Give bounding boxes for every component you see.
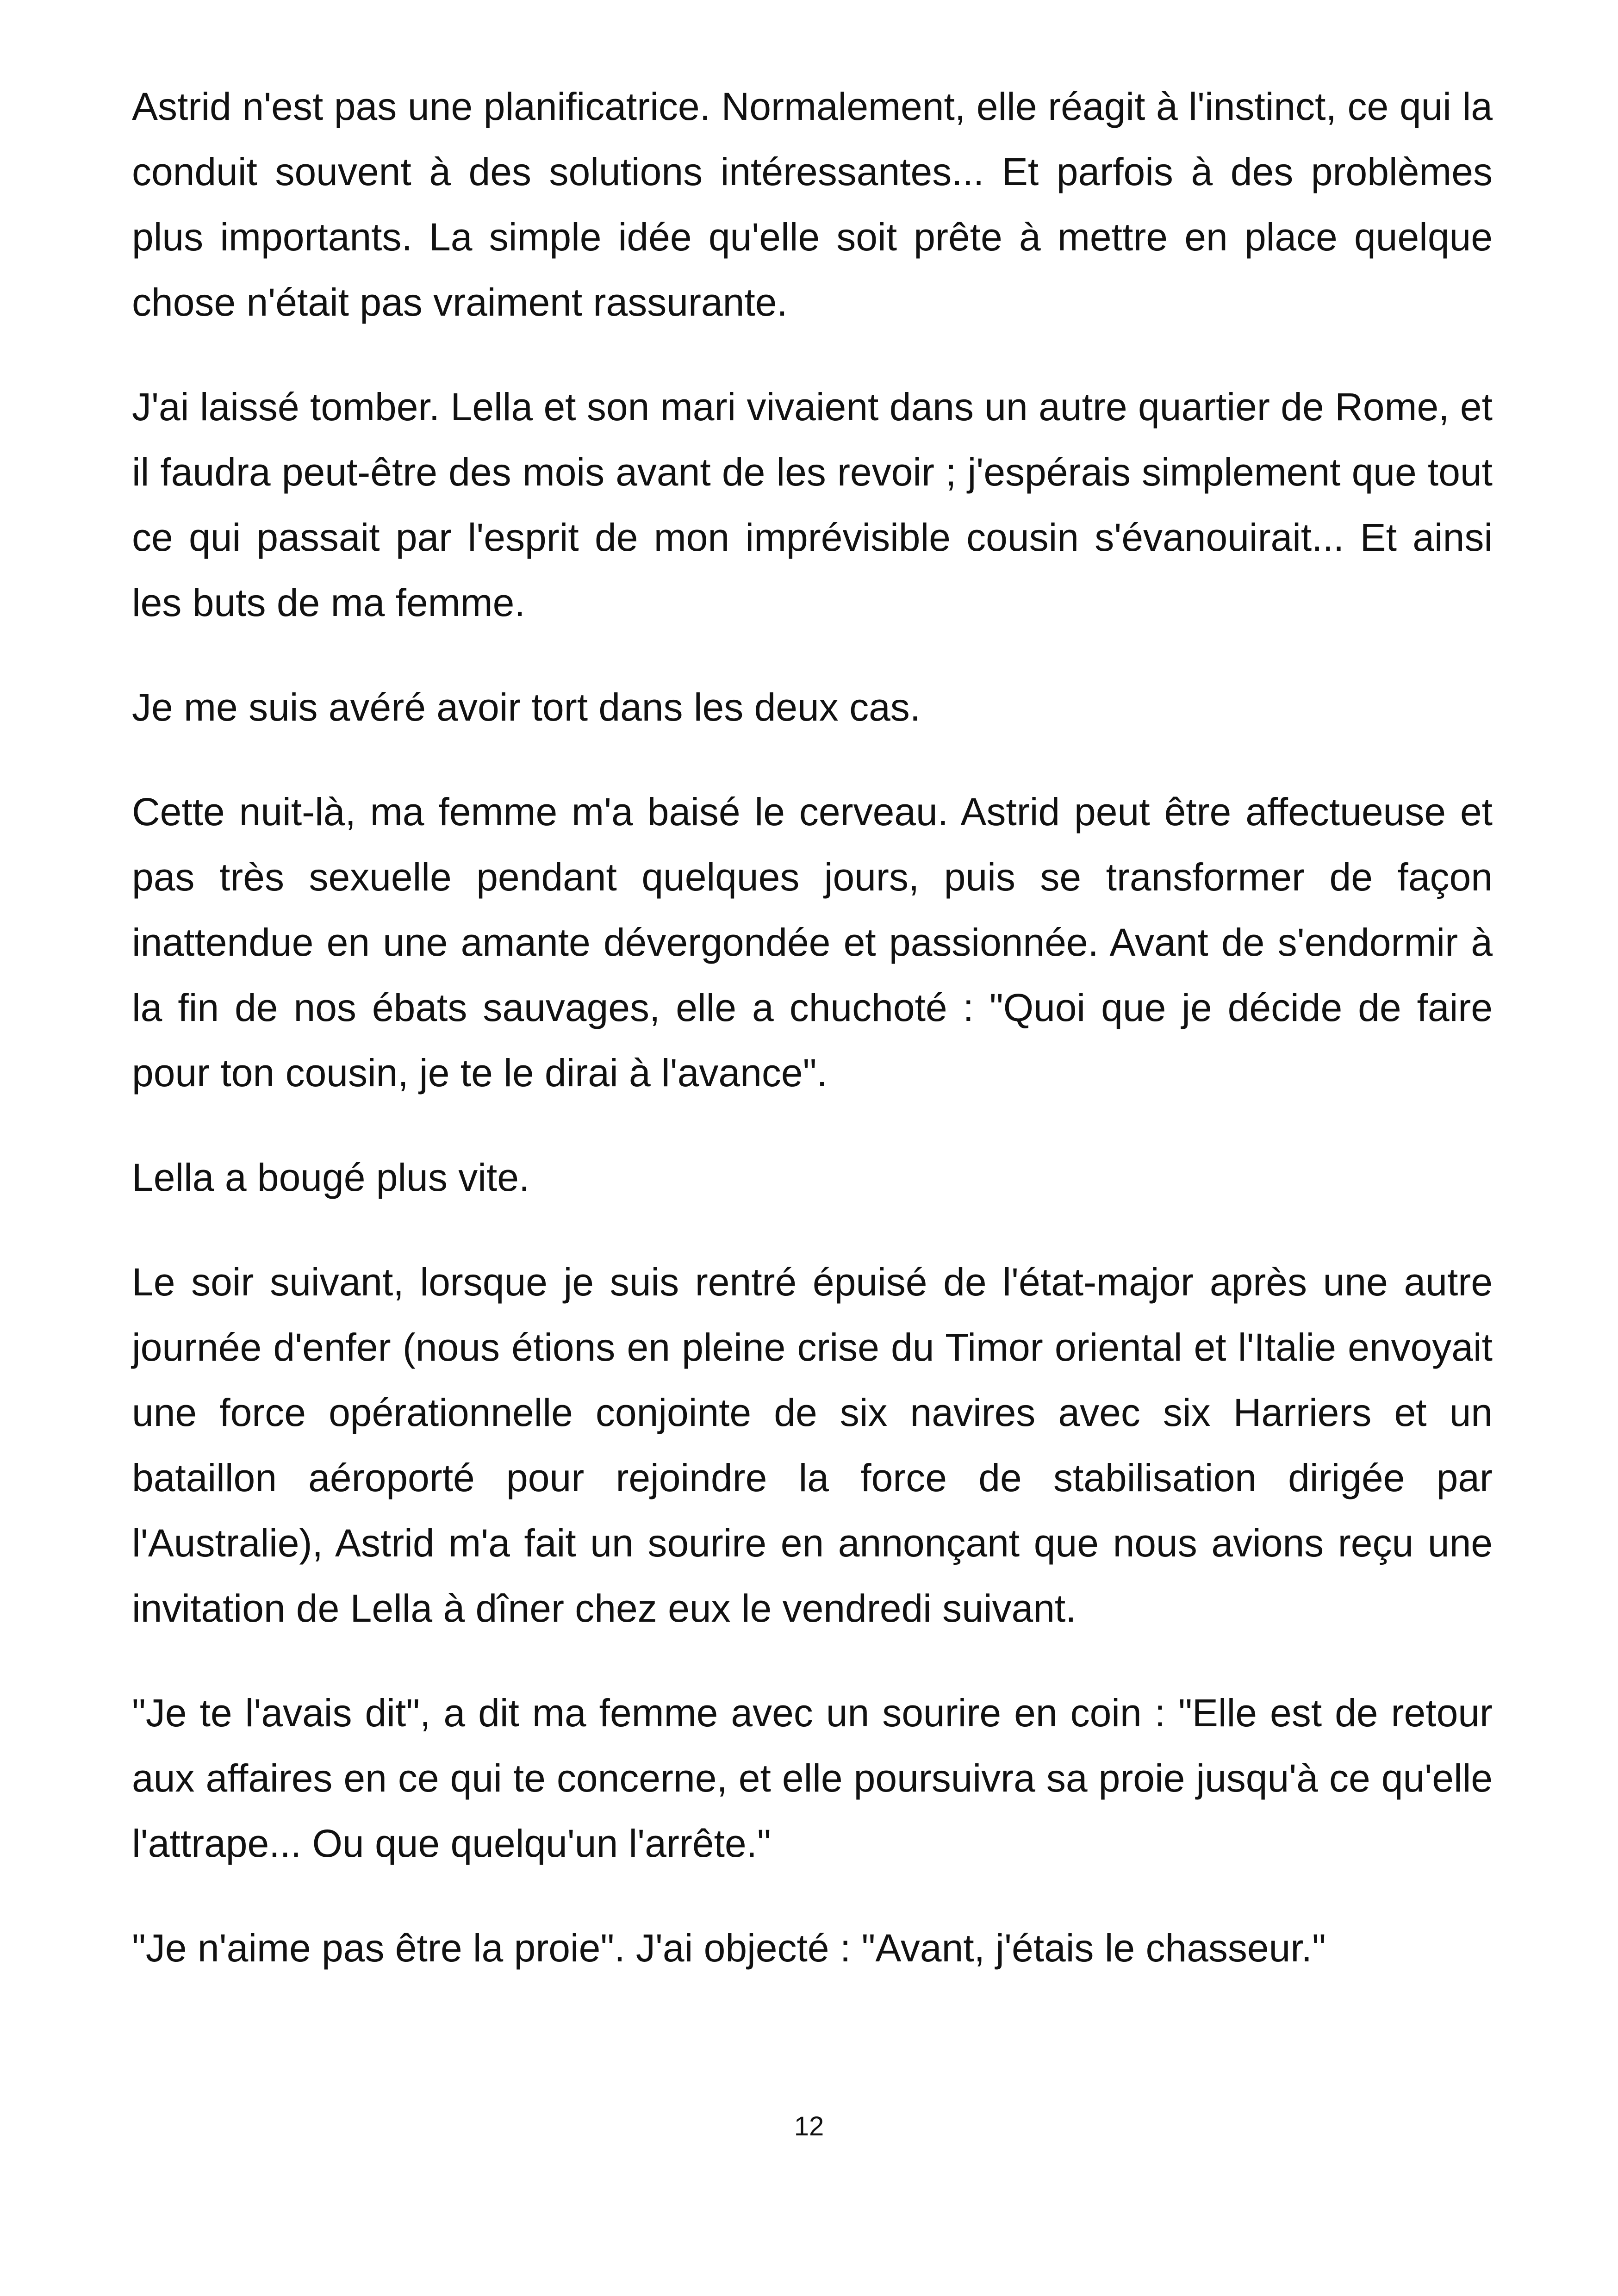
page-number: 12 bbox=[794, 2111, 824, 2141]
paragraph-5: Lella a bougé plus vite. bbox=[132, 1156, 530, 1199]
paragraph-1: Astrid n'est pas une planificatrice. Normalement, elle réagit à l'instinct, ce qui la conduit souvent à des solutions intéressantes... Et parfois à des problèmes plus importants. La simple idée qu'elle soit prête à mettre en place quelque chose n'était pas vraiment rassurante. bbox=[132, 85, 1493, 324]
paragraph-6: Le soir suivant, lorsque je suis rentré épuisé de l'état-major après une autre journée d'enfer (nous étions en pleine crise du Timor oriental et l'Italie envoyait une force opérationnelle conjointe de six navires avec six Harriers et un bataillon aéroporté pour rejoindre la force de stabilisation dirigée par l'Australie), Astrid m'a fait un sourire en annonçant que nous avions reçu une invitation de Lella à dîner chez eux le vendredi suivant. bbox=[132, 1260, 1493, 1630]
text-body bbox=[132, 74, 1493, 2020]
paragraph-4: Cette nuit-là, ma femme m'a baisé le cerveau. Astrid peut être affectueuse et pas très sexuelle pendant quelques jours, puis se transformer de façon inattendue en une amante dévergondée et passionnée. Avant de s'endormir à la fin de nos ébats sauvages, elle a chuchoté : "Quoi que je décide de faire pour ton cousin, je te le dirai à l'avance". bbox=[132, 790, 1493, 1095]
paragraph-3: Je me suis avéré avoir tort dans les deux cas. bbox=[132, 685, 921, 729]
paragraph-2: J'ai laissé tomber. Lella et son mari vivaient dans un autre quartier de Rome, et il faudra peut-être des mois avant de les revoir ; j'espérais simplement que tout ce qui passait par l'esprit de mon imprévisible cousin s'évanouirait... Et ainsi les buts de ma femme. bbox=[132, 385, 1493, 624]
paragraph-7: "Je te l'avais dit", a dit ma femme avec un sourire en coin : "Elle est de retour aux affaires en ce qui te concerne, et elle poursuivra sa proie jusqu'à ce qu'elle l'attrape... Ou que quelqu'un l'arrête." bbox=[132, 1691, 1493, 1865]
paragraph-8: "Je n'aime pas être la proie". J'ai objecté : "Avant, j'étais le chasseur." bbox=[132, 1926, 1326, 1970]
